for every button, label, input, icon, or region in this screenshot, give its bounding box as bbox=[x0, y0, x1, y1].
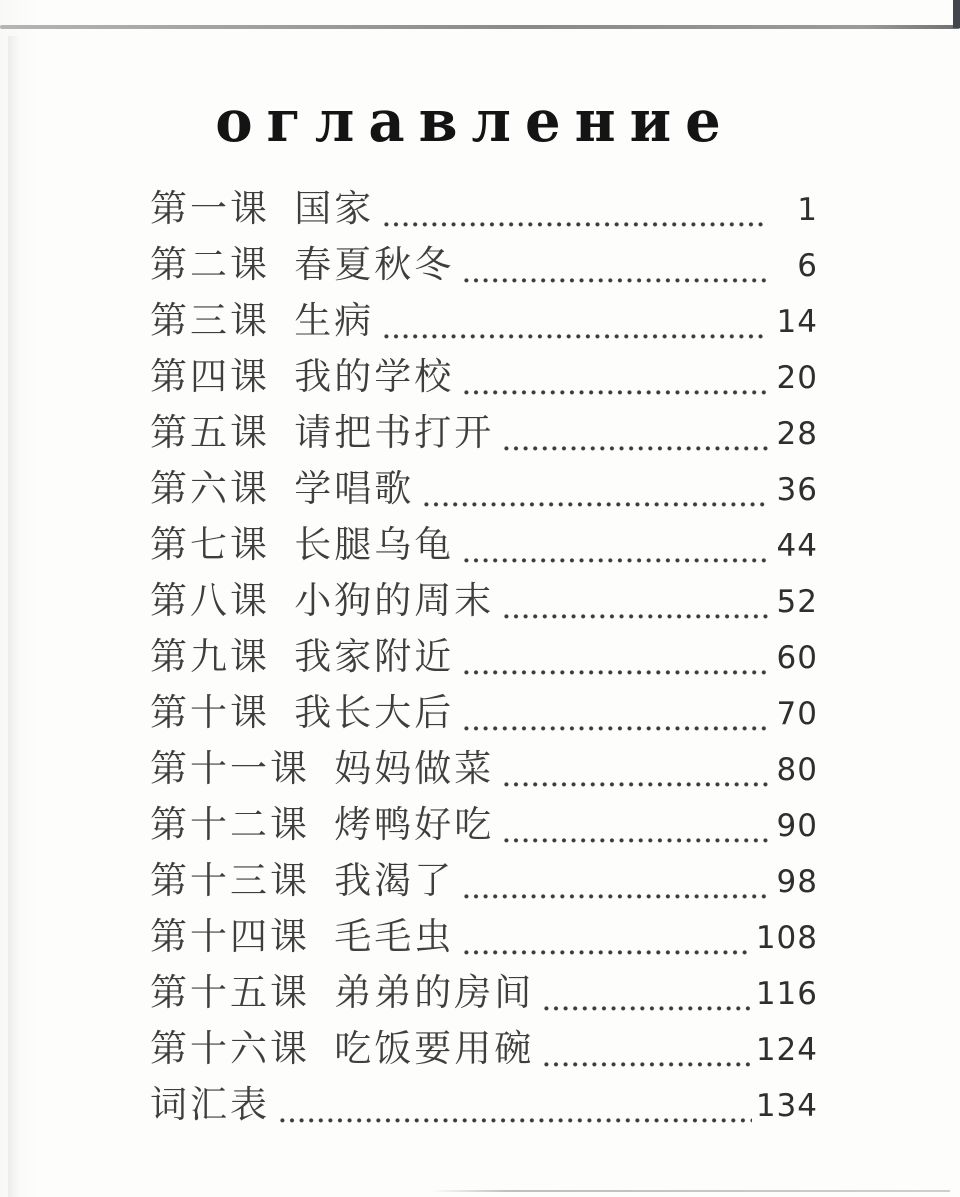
toc-entry bbox=[150, 687, 818, 743]
toc-entry-label: 第十一课 妈妈做菜 bbox=[150, 749, 495, 790]
toc-entry bbox=[150, 351, 818, 407]
dot-leader bbox=[464, 670, 768, 675]
toc-entry-label: 第十六课 吃饭要用碗 bbox=[150, 1029, 535, 1070]
toc-entry-label: 第十二课 烤鸭好吃 bbox=[150, 805, 495, 846]
dot-leader bbox=[504, 782, 768, 787]
dot-leader bbox=[504, 838, 768, 843]
toc-entry-page: 36 bbox=[776, 472, 818, 508]
toc-entry-page: 134 bbox=[755, 1088, 818, 1124]
toc-entry-label: 第十四课 毛毛虫 bbox=[150, 917, 455, 958]
dot-leader bbox=[504, 614, 768, 619]
toc-entry-label: 第六课 学唱歌 bbox=[150, 469, 415, 510]
toc-list bbox=[150, 183, 818, 1135]
toc-entry-label: 第九课 我家附近 bbox=[150, 637, 455, 678]
toc-entry bbox=[150, 575, 818, 631]
dot-leader bbox=[464, 558, 768, 563]
scan-top-edge-line bbox=[0, 25, 960, 29]
dot-leader bbox=[384, 334, 768, 339]
toc-entry-label: 词汇表 bbox=[150, 1085, 270, 1126]
toc-entry-page: 90 bbox=[776, 808, 818, 844]
dot-leader bbox=[544, 1062, 752, 1067]
toc-entry bbox=[150, 967, 818, 1023]
dot-leader bbox=[464, 278, 768, 283]
dot-leader bbox=[464, 894, 768, 899]
toc-entry-label: 第五课 请把书打开 bbox=[150, 413, 495, 454]
toc-entry bbox=[150, 519, 818, 575]
toc-entry bbox=[150, 295, 818, 351]
toc-entry-page: 80 bbox=[776, 752, 818, 788]
toc-entry-page: 44 bbox=[776, 528, 818, 564]
toc-entry bbox=[150, 407, 818, 463]
toc-entry-page: 6 bbox=[797, 248, 818, 284]
toc-entry-label: 第三课 生病 bbox=[150, 301, 375, 342]
scan-bottom-edge-line bbox=[430, 1190, 950, 1192]
toc-entry-label: 第十三课 我渴了 bbox=[150, 861, 455, 902]
toc-entry bbox=[150, 855, 818, 911]
toc-entry-page: 60 bbox=[776, 640, 818, 676]
toc-entry-page: 52 bbox=[776, 584, 818, 620]
dot-leader bbox=[464, 726, 768, 731]
toc-entry-page: 124 bbox=[755, 1032, 818, 1068]
toc-entry-label: 第二课 春夏秋冬 bbox=[150, 245, 455, 286]
toc-entry-label: 第十五课 弟弟的房间 bbox=[150, 973, 535, 1014]
toc-entry bbox=[150, 183, 818, 239]
toc-entry bbox=[150, 463, 818, 519]
toc-entry-page: 1 bbox=[797, 192, 818, 228]
toc-entry-label: 第八课 小狗的周末 bbox=[150, 581, 495, 622]
dot-leader bbox=[280, 1118, 752, 1123]
toc-entry-page: 70 bbox=[776, 696, 818, 732]
scan-left-page-edge bbox=[8, 36, 20, 1197]
toc-entry bbox=[150, 239, 818, 295]
dot-leader bbox=[504, 446, 768, 451]
toc-entry bbox=[150, 911, 818, 967]
toc-entry bbox=[150, 1023, 818, 1079]
dot-leader bbox=[424, 502, 768, 507]
toc-entry-page: 108 bbox=[755, 920, 818, 956]
toc-entry bbox=[150, 1079, 818, 1135]
toc-entry-label: 第四课 我的学校 bbox=[150, 357, 455, 398]
page-title: оглавление bbox=[215, 86, 735, 156]
toc-entry-page: 20 bbox=[776, 360, 818, 396]
toc-entry-page: 28 bbox=[776, 416, 818, 452]
toc-entry-page: 14 bbox=[776, 304, 818, 340]
toc-entry-label: 第七课 长腿乌龟 bbox=[150, 525, 455, 566]
toc-entry bbox=[150, 631, 818, 687]
toc-entry bbox=[150, 743, 818, 799]
dot-leader bbox=[464, 950, 752, 955]
toc-entry-page: 116 bbox=[755, 976, 818, 1012]
title-block bbox=[0, 88, 950, 154]
dot-leader bbox=[384, 222, 768, 227]
toc-entry-page: 98 bbox=[776, 864, 818, 900]
dot-leader bbox=[544, 1006, 752, 1011]
scan-corner-mark bbox=[953, 0, 960, 28]
toc-entry bbox=[150, 799, 818, 855]
toc-entry-label: 第十课 我长大后 bbox=[150, 693, 455, 734]
toc-entry-label: 第一课 国家 bbox=[150, 189, 375, 230]
dot-leader bbox=[464, 390, 768, 395]
